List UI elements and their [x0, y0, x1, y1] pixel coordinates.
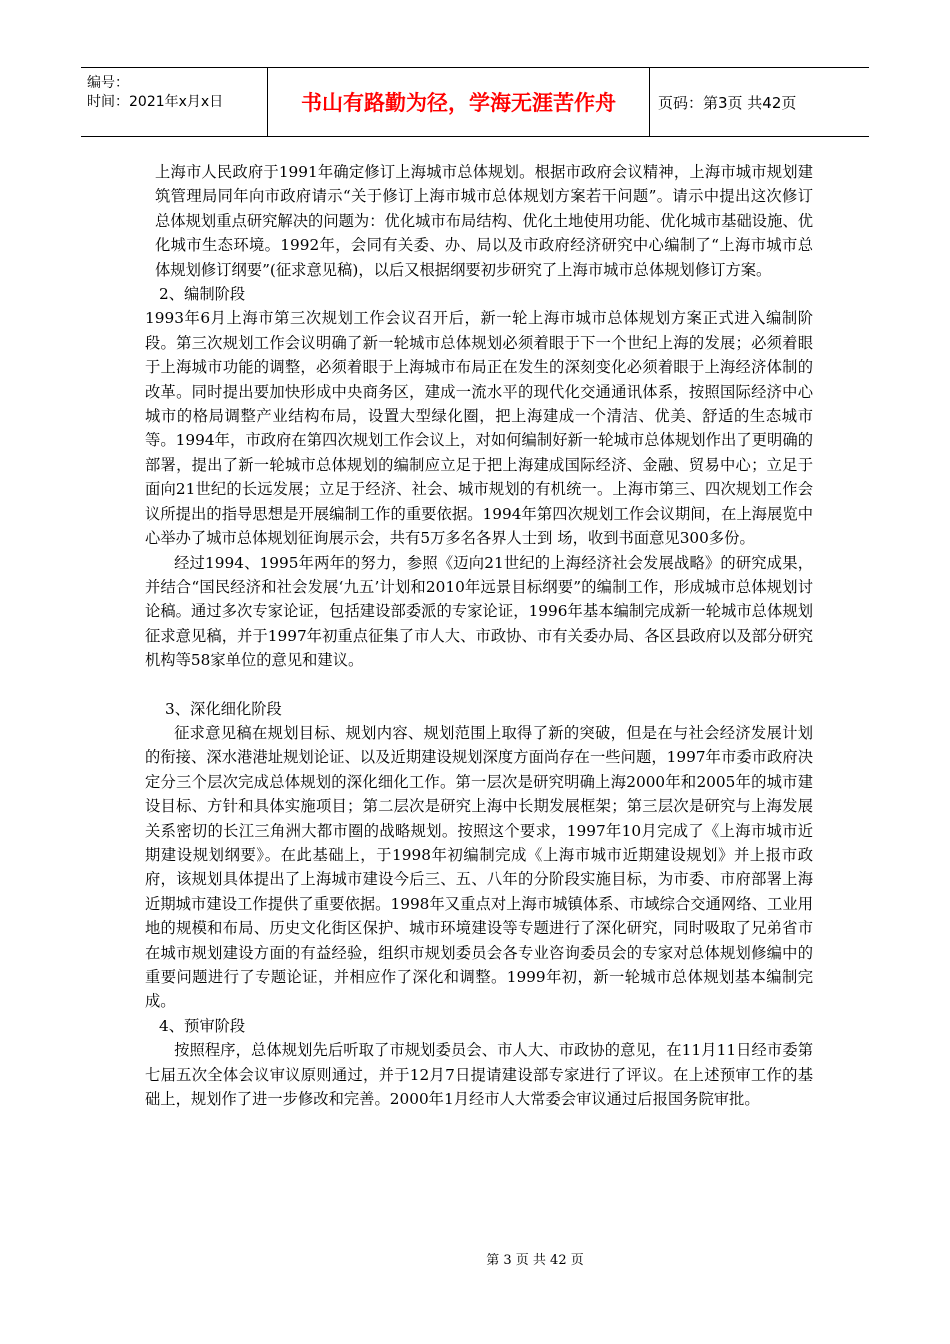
paragraph-pre-review: 按照程序，总体规划先后听取了市规划委员会、市人大、市政协的意见，在11月11日经市委第七届五次全体会议审议原则通过，并于12月7日提请建设部专家进行了评议。在上述预审工作的基础上，规划作了进一步修改和完善。2000年1月经市人大常委会审议通过后报国务院审批。 [145, 1041, 813, 1109]
header-motto: 书山有路勤为径，学海无涯苦作舟 [268, 68, 650, 136]
document-body [145, 160, 813, 1111]
page-header [81, 67, 869, 137]
paragraph-gap [145, 673, 813, 697]
section-heading-compilation: 2、编制阶段 [159, 285, 246, 304]
section-heading-refinement: 3、深化细化阶段 [165, 699, 282, 718]
paragraph-draft-review: 经过1994、1995年两年的努力，参照《迈向21世纪的上海经济社会发展战略》的研究成果，并结合“国民经济和社会发展‘九五’计划和2010年远景目标纲要”的编制工作，形成城市总体规划讨论稿。通过多次专家论证，包括建设部委派的专家论证，1996年基本编制完成新一轮城市总体规划征求意见稿，并于1997年初重点征集了市人大、市政协、市有关委办局、各区县政府以及部分研究机构等58家单位的意见和建议。 [145, 553, 813, 670]
document-number-label: 编号： [87, 75, 129, 91]
header-page-info: 页码：第3页 共42页 [658, 93, 797, 112]
section-heading-pre-review: 4、预审阶段 [159, 1016, 246, 1035]
paragraph-compilation: 1993年6月上海市第三次规划工作会议召开后，新一轮上海市城市总体规划方案正式进入编制阶段。第三次规划工作会议明确了新一轮城市总体规划必须着眼于下一个世纪上海的发展；必须着眼于上海城市功能的调整，必须着眼于上海城市布局正在发生的深刻变化必须着眼于上海经济体制的改革。同时提出要加快形成中央商务区，建成一流水平的现代化交通通讯体系，按照国际经济中心城市的格局调整产业结构布局，设置大型绿化圈，把上海建成一个清洁、优美、舒适的生态城市等。1994年，市政府在第四次规划工作会议上，对如何编制好新一轮城市总体规划作出了更明确的部署，提出了新一轮城市总体规划的编制应立足于把上海建成国际经济、金融、贸易中心；立足于面向21世纪的长远发展；立足于经济、社会、城市规划的有机统一。上海市第三、四次规划工作会议所提出的指导思想是开展编制工作的重要依据。1994年第四次规划工作会议期间，在上海展览中心举办了城市总体规划征询展示会，共有5万多名各界人士到 场，收到书面意见300多份。 [145, 309, 813, 548]
paragraph-intro: 上海市人民政府于1991年确定修订上海城市总体规划。根据市政府会议精神，上海市城市规划建筑管理局同年向市政府请示“关于修订上海市城市总体规划方案若干问题”。请示中提出这次修订总体规划重点研究解决的问题为：优化城市布局结构、优化土地使用功能、优化城市基础设施、优化城市生态环境。1992年，会同有关委、办、局以及市政府经济研究中心编制了“上海市城市总体规划修订纲要”(征求意见稿)，以后又根据纲要初步研究了上海市城市总体规划修订方案。 [155, 163, 813, 279]
page-footer: 第 3 页 共 42 页 [486, 1253, 584, 1268]
header-meta [81, 68, 268, 136]
paragraph-refinement: 征求意见稿在规划目标、规划内容、规划范围上取得了新的突破，但是在与社会经济发展计划的衔接、深水港港址规划论证、以及近期建设规划深度方面尚存在一些问题，1997年市委市政府决定分三个层次完成总体规划的深化细化工作。第一层次是研究明确上海2000年和2005年的城市建设目标、方针和具体实施项目；第二层次是研究上海中长期发展框架；第三层次是研究与上海发展关系密切的长江三角洲大都市圈的战略规划。按照这个要求，1997年10月完成了《上海市城市近期建设规划纲要》。在此基础上，于1998年初编制完成《上海市城市近期建设规划》并上报市政府，该规划具体提出了上海城市建设今后三、五、八年的分阶段实施目标，为市委、市府部署上海近期城市建设工作提供了重要依据。1998年又重点对上海市城镇体系、市域综合交通网络、工业用地的规模和布局、历史文化街区保护、城市环境建设等专题进行了深化研究，同时吸取了兄弟省市在城市规划建设方面的有益经验，组织市规划委员会各专业咨询委员会的专家对总体规划修编中的重要问题进行了专题论证，并相应作了深化和调整。1999年初，新一轮城市总体规划基本编制完成。 [145, 723, 813, 1011]
document-time-label: 时间：2021年x月x日 [87, 94, 224, 110]
